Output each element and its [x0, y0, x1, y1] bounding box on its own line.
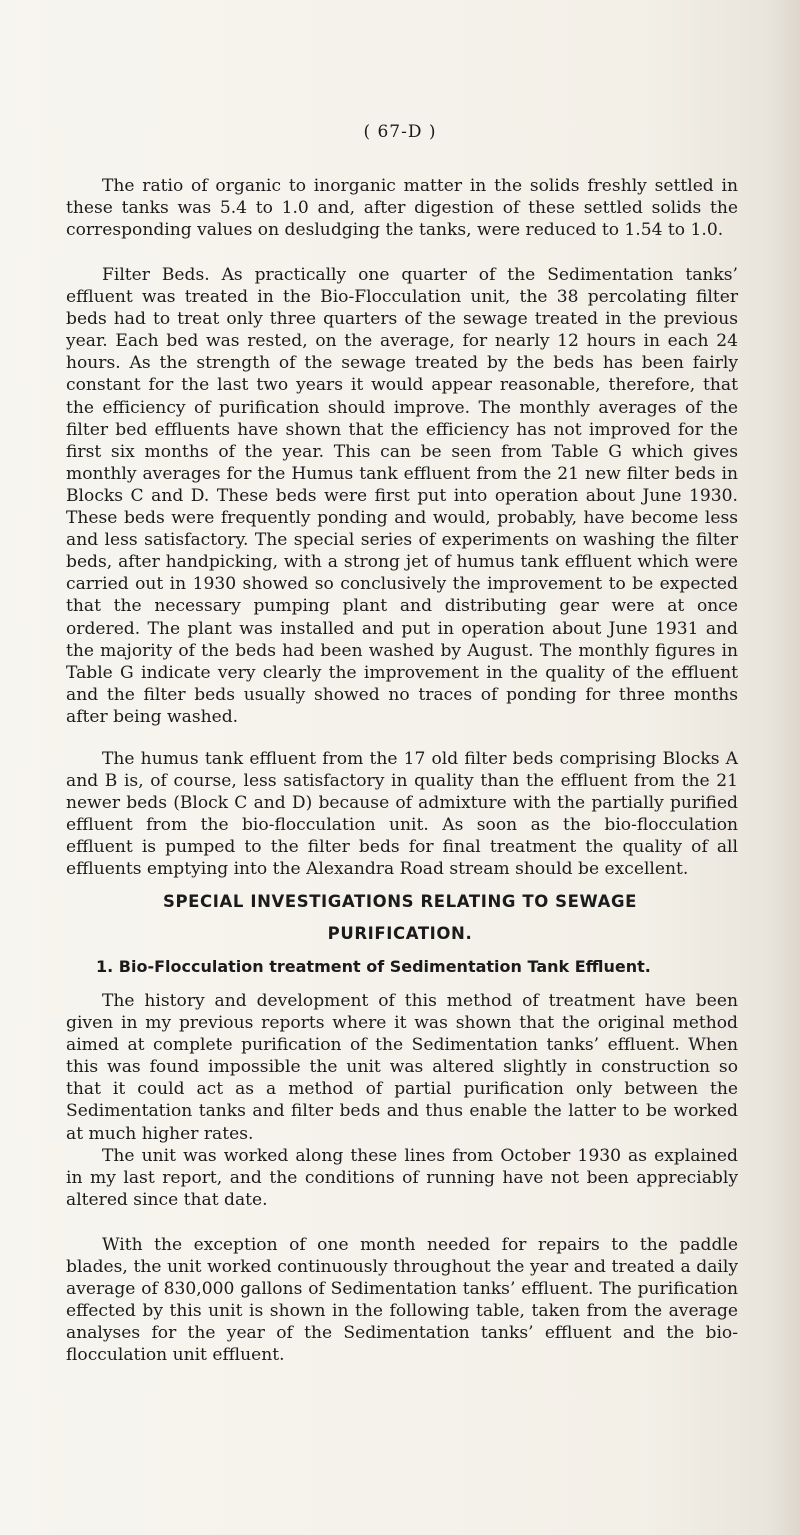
section-heading-line: PURIFICATION.: [327, 924, 473, 943]
paragraph-text: The unit was worked along these lines from October 1930 as explained in my last report, and the conditions of running have not been appreciably altered since that date.: [66, 1146, 738, 1211]
paragraph-filter-beds: [66, 264, 738, 728]
run-in-heading: Filter Beds.: [102, 265, 210, 285]
paragraph-text: [66, 264, 738, 728]
paragraph-text: The humus tank effluent from the 17 old filter beds comprising Blocks A and B is, of course, less satisfactory in quality than the effluent from the 21 newer beds (Block C and D) because of admixture with the partially purified effluent from the bio-flocculation unit. As soon as the bio-flocculation effluent is pumped to the filter beds for final treatment the quality of all effluents emptying into the Alexandra Road stream should be excellent.: [66, 749, 738, 880]
paragraph-history: [66, 990, 738, 1145]
paragraph-unit-worked: [66, 1145, 738, 1211]
paragraph-humus-tank: [66, 748, 738, 881]
paragraph-text: With the exception of one month needed for repairs to the paddle blades, the unit worked continuously throughout the year and treated a daily average of 830,000 gallons of Sedimentation tanks’ effluent. The purification effected by this unit is shown in the following table, taken from the average analyses for the year of the Sedimentation tanks’ effluent and the bio-flocculation unit effluent.: [66, 1235, 738, 1366]
paragraph-organic-ratio: [66, 175, 738, 241]
paragraph-text: The history and development of this method of treatment have been given in my previous reports where it was shown that the original method aimed at complete purification of the Sedimentation tanks’ effluent. When this was found impossible the unit was altered slightly in construction so that it could act as a method of partial purification only between the Sedimentation tanks and filter beds and thus enable the latter to be worked at much higher rates.: [66, 991, 738, 1144]
paragraph-body: As practically one quarter of the Sedimentation tanks’ effluent was treated in the Bio-Flocculation unit, the 38 percolating filter beds had to treat only three quarters of the sewage treated in the previous year. Each bed was rested, on the average, for nearly 12 hours in each 24 hours. As the strength of the sewage treated by the beds has been fairly constant for the last two years it would appear reasonable, therefore, that the efficiency of purification should improve. The monthly averages of the filter bed effluents have shown that the efficiency has not improved for the first six months of the year. This can be seen from Table G which gives monthly averages for the Humus tank effluent from the 21 new filter beds in Blocks C and D. These beds were first put into operation about June 1930. These beds were frequently ponding and would, probably, have become less and less satisfactory. The special series of experiments on washing the filter beds, after handpicking, with a strong jet of humus tank effluent which were carried out in 1930 showed so conclusively the improvement to be expected that the necessary pumping plant and distributing gear were at once ordered. The plant was installed and put in operation about June 1931 and the majority of the beds had been washed by August. The monthly figures in Table G indicate very clearly the improvement in the quality of the effluent and the filter beds usually showed no traces of ponding for three months after being washed.: [66, 265, 738, 727]
page-number: ( 67-D ): [363, 122, 437, 142]
section-heading: [0, 891, 800, 913]
paragraph-text: The ratio of organic to inorganic matter in the solids freshly settled in these tanks was 5.4 to 1.0 and, after digestion of these settled solids the corresponding values on desludging the tanks, were reduced to 1.54 to 1.0.: [66, 176, 738, 241]
paragraph-exception: [66, 1234, 738, 1367]
section-heading-continued: [0, 923, 800, 945]
subsection-heading: 1. Bio-Flocculation treatment of Sedimentation Tank Effluent.: [96, 957, 651, 976]
section-heading-line: SPECIAL INVESTIGATIONS RELATING TO SEWAGE: [163, 892, 637, 911]
